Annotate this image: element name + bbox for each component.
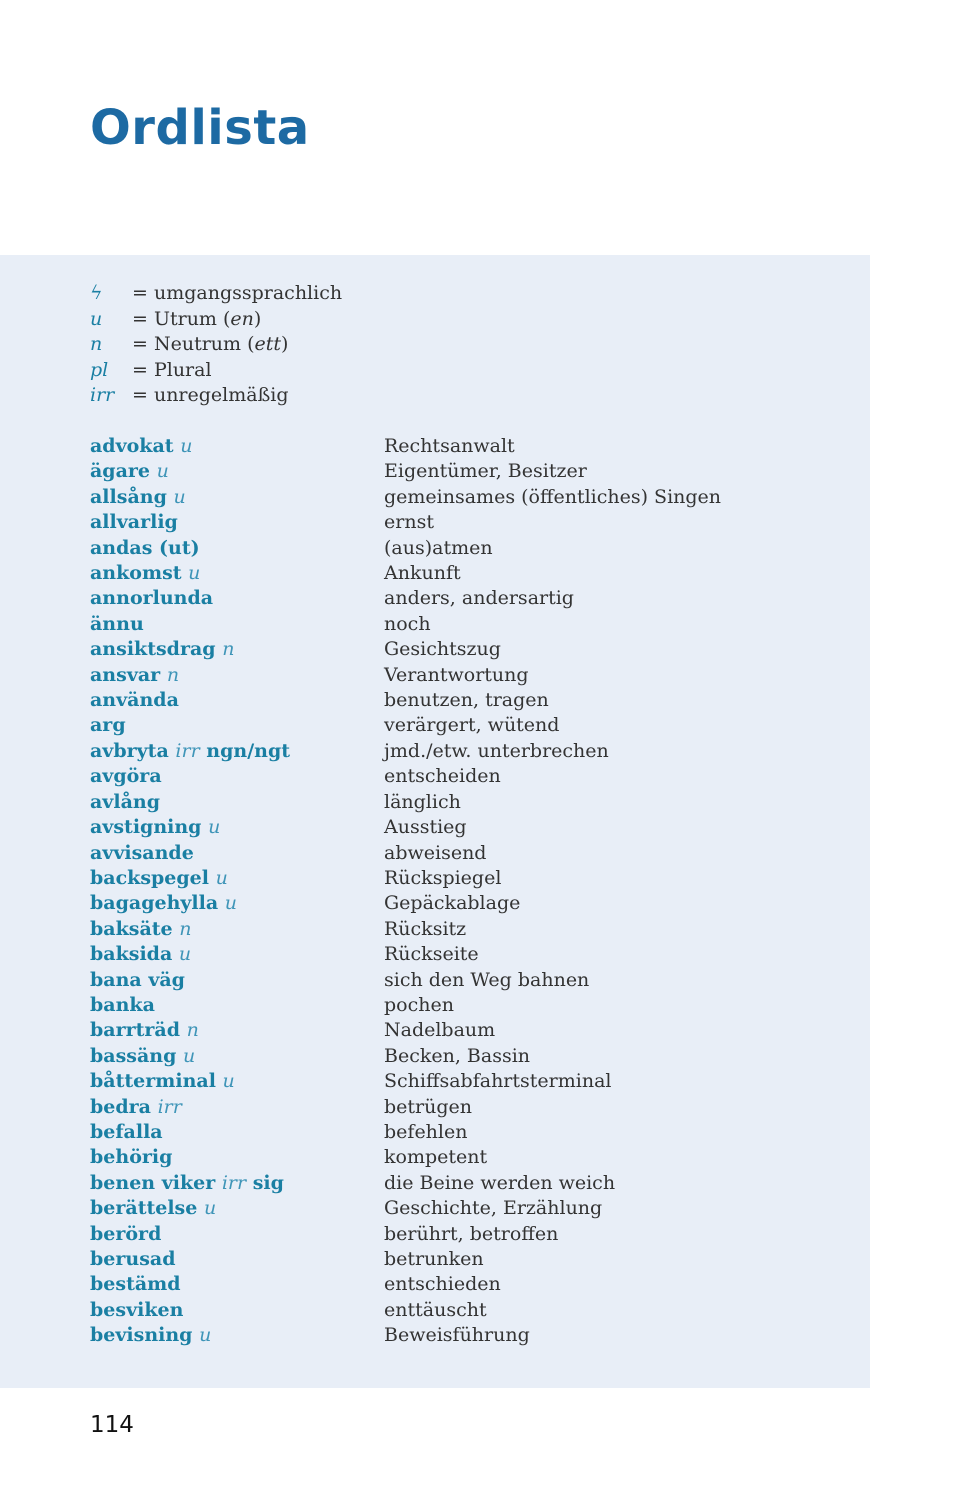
glossary-entry <box>90 1247 850 1272</box>
glossary-entry <box>90 866 850 891</box>
german-translation: Geschichte, Erzählung <box>384 1197 603 1220</box>
legend-article: ett <box>254 333 282 355</box>
swedish-term <box>90 1323 384 1348</box>
glossary-entry <box>90 1120 850 1145</box>
grammar-marker: u <box>203 1197 217 1220</box>
grammar-marker: irr <box>221 1171 247 1194</box>
term-word: ankomst <box>90 562 182 585</box>
grammar-marker: u <box>208 816 221 839</box>
glossary-entry <box>90 637 850 662</box>
swedish-term <box>90 663 384 688</box>
german-translation: anders, andersartig <box>384 587 574 610</box>
glossary-entry <box>90 485 850 510</box>
german-translation: länglich <box>384 790 461 813</box>
glossary-entry <box>90 993 850 1018</box>
swedish-term <box>90 764 384 789</box>
german-translation: pochen <box>384 993 454 1016</box>
term-word: banka <box>90 993 155 1016</box>
term-word: behörig <box>90 1146 173 1169</box>
glossary-entry <box>90 1222 850 1247</box>
term-word: berusad <box>90 1248 176 1270</box>
swedish-term <box>90 1171 384 1196</box>
german-translation: (aus)atmen <box>384 536 493 559</box>
term-word: advokat <box>90 435 174 457</box>
swedish-term <box>90 434 384 459</box>
german-translation: enttäuscht <box>384 1298 487 1321</box>
german-translation: benutzen, tragen <box>384 689 549 712</box>
swedish-term <box>90 866 384 891</box>
german-translation: kompetent <box>384 1146 488 1169</box>
legend-article: en <box>230 307 254 330</box>
german-translation: die Beine werden weich <box>384 1171 616 1194</box>
glossary-entry <box>90 968 850 993</box>
swedish-term <box>90 1069 384 1094</box>
glossary-entry <box>90 688 850 713</box>
german-translation: Gesichtszug <box>384 638 501 661</box>
grammar-marker: n <box>166 663 180 686</box>
grammar-marker: n <box>222 638 235 661</box>
grammar-marker: u <box>222 1070 235 1093</box>
term-word: baksida <box>90 943 173 966</box>
term-word: ägare <box>90 460 151 483</box>
swedish-term <box>90 1247 384 1272</box>
abbreviation-legend <box>90 281 342 409</box>
german-translation: entschieden <box>384 1273 501 1296</box>
german-translation: verärgert, wütend <box>384 714 560 737</box>
german-translation: Verantwortung <box>384 663 529 686</box>
term-word: benen viker <box>90 1171 216 1194</box>
glossary-entry <box>90 739 850 764</box>
glossary-entry <box>90 612 850 637</box>
swedish-term <box>90 561 384 586</box>
term-word: avbryta <box>90 739 169 762</box>
term-word: baksäte <box>90 917 173 940</box>
term-word: ansvar <box>90 663 161 686</box>
term-word: båtterminal <box>90 1070 216 1093</box>
grammar-marker: u <box>173 485 186 508</box>
german-translation: entscheiden <box>384 765 501 788</box>
term-word: ännu <box>90 612 144 635</box>
german-translation: berührt, betroffen <box>384 1222 559 1245</box>
term-word: berättelse <box>90 1197 198 1220</box>
grammar-marker: irr <box>175 739 200 762</box>
german-translation: abweisend <box>384 841 487 864</box>
term-word: annorlunda <box>90 587 214 610</box>
german-translation: Rücksitz <box>384 917 467 940</box>
grammar-marker: u <box>180 435 193 457</box>
glossary-entry <box>90 713 850 738</box>
term-word: avstigning <box>90 816 202 839</box>
swedish-term <box>90 459 384 484</box>
glossary-entry <box>90 1298 850 1323</box>
glossary-entry <box>90 1095 850 1120</box>
grammar-marker: u <box>178 943 192 966</box>
grammar-marker: u <box>199 1324 212 1347</box>
glossary-entry <box>90 561 850 586</box>
swedish-term <box>90 485 384 510</box>
glossary-entry <box>90 815 850 840</box>
legend-abbreviation: irr <box>90 384 115 406</box>
glossary-entry <box>90 841 850 866</box>
term-complement: ngn/ngt <box>206 739 291 762</box>
term-word: bagagehylla <box>90 892 219 915</box>
german-translation: Schiffsabfahrtsterminal <box>384 1070 612 1093</box>
legend-abbreviation: n <box>90 333 103 355</box>
glossary-entry <box>90 1171 850 1196</box>
grammar-marker: u <box>156 460 169 483</box>
colloquial-lightning-icon: ϟ <box>90 282 103 304</box>
german-translation: jmd./etw. unterbrechen <box>384 739 609 762</box>
german-translation: Ausstieg <box>384 816 467 839</box>
legend-row <box>90 281 342 307</box>
glossary-entry <box>90 1323 850 1348</box>
glossary-entry <box>90 1069 850 1094</box>
term-word: allvarlig <box>90 511 178 534</box>
german-translation: ernst <box>384 511 434 534</box>
legend-description-text: = Utrum ( <box>132 307 231 330</box>
swedish-term <box>90 917 384 942</box>
german-translation: gemeinsames (öffentliches) Singen <box>384 485 722 508</box>
term-word: barrträd <box>90 1019 180 1042</box>
german-translation: Rückspiegel <box>384 866 502 889</box>
legend-description-text: = Plural <box>132 358 212 381</box>
german-translation: Beweisführung <box>384 1324 530 1347</box>
legend-row <box>90 332 342 358</box>
legend-description-text: = umgangssprachlich <box>132 282 343 304</box>
glossary-entry <box>90 1044 850 1069</box>
legend-abbreviation: pl <box>90 358 109 381</box>
swedish-term <box>90 536 384 561</box>
term-word: allsång <box>90 485 167 508</box>
legend-abbreviation: u <box>90 307 103 330</box>
term-word: arg <box>90 714 126 737</box>
glossary-entry <box>90 1196 850 1221</box>
term-word: använda <box>90 689 179 712</box>
swedish-term <box>90 942 384 967</box>
swedish-term <box>90 713 384 738</box>
grammar-marker: n <box>186 1019 199 1042</box>
glossary-entry <box>90 434 850 459</box>
page-number: 114 <box>90 1412 134 1438</box>
legend-description <box>132 359 212 381</box>
term-word: bassäng <box>90 1044 177 1067</box>
grammar-marker: irr <box>157 1095 182 1118</box>
swedish-term <box>90 815 384 840</box>
swedish-term <box>90 612 384 637</box>
glossary-entry <box>90 1272 850 1297</box>
legend-description-text: = unregelmäßig <box>132 384 289 406</box>
swedish-term <box>90 510 384 535</box>
term-word: befalla <box>90 1120 163 1143</box>
swedish-term <box>90 968 384 993</box>
term-word: besviken <box>90 1298 184 1321</box>
german-translation: Becken, Bassin <box>384 1044 531 1067</box>
swedish-term <box>90 1272 384 1297</box>
german-translation: noch <box>384 612 431 635</box>
legend-description-suffix: ) <box>281 333 289 355</box>
glossary-entry <box>90 764 850 789</box>
german-translation: Gepäckablage <box>384 892 521 915</box>
glossary-entry <box>90 942 850 967</box>
legend-description <box>132 308 261 330</box>
glossary-entry <box>90 510 850 535</box>
grammar-marker: u <box>224 892 238 915</box>
grammar-marker: u <box>215 866 228 889</box>
term-word: avvisande <box>90 841 194 864</box>
german-translation: Rechtsanwalt <box>384 435 515 457</box>
swedish-term <box>90 1298 384 1323</box>
german-translation: Eigentümer, Besitzer <box>384 460 587 483</box>
glossary-entry <box>90 663 850 688</box>
page-title: Ordlista <box>90 100 310 156</box>
legend-row <box>90 307 342 333</box>
legend-row <box>90 383 342 409</box>
glossary-entry <box>90 459 850 484</box>
swedish-term <box>90 586 384 611</box>
term-complement: sig <box>252 1171 284 1194</box>
swedish-term <box>90 1196 384 1221</box>
glossary-entry <box>90 891 850 916</box>
legend-description-suffix: ) <box>253 307 262 330</box>
term-word: backspegel <box>90 866 209 889</box>
term-word: bevisning <box>90 1324 193 1347</box>
swedish-term <box>90 1222 384 1247</box>
swedish-term <box>90 891 384 916</box>
legend-row <box>90 358 342 384</box>
german-translation: Rückseite <box>384 943 479 966</box>
swedish-term <box>90 688 384 713</box>
grammar-marker: u <box>183 1044 196 1067</box>
grammar-marker: n <box>179 917 192 940</box>
glossary-entry <box>90 1018 850 1043</box>
glossary-entry <box>90 917 850 942</box>
swedish-term <box>90 993 384 1018</box>
glossary-entry <box>90 790 850 815</box>
legend-description <box>132 282 342 304</box>
swedish-term <box>90 1095 384 1120</box>
glossary-entry <box>90 536 850 561</box>
glossary-list <box>90 434 850 1349</box>
legend-description-text: = Neutrum ( <box>132 333 255 355</box>
term-word: bedra <box>90 1095 151 1118</box>
term-word: avlång <box>90 790 160 813</box>
term-word: andas (ut) <box>90 536 200 559</box>
grammar-marker: u <box>188 562 201 585</box>
swedish-term <box>90 1018 384 1043</box>
german-translation: Nadelbaum <box>384 1019 496 1042</box>
german-translation: betrügen <box>384 1095 473 1118</box>
german-translation: betrunken <box>384 1248 484 1270</box>
swedish-term <box>90 637 384 662</box>
swedish-term <box>90 1120 384 1145</box>
term-word: berörd <box>90 1222 162 1245</box>
swedish-term <box>90 1044 384 1069</box>
german-translation: Ankunft <box>384 562 461 585</box>
term-word: bestämd <box>90 1273 181 1296</box>
glossary-entry <box>90 1145 850 1170</box>
legend-description <box>132 333 288 355</box>
swedish-term <box>90 790 384 815</box>
glossary-entry <box>90 586 850 611</box>
swedish-term <box>90 1145 384 1170</box>
term-word: bana väg <box>90 968 185 991</box>
swedish-term <box>90 739 384 764</box>
swedish-term <box>90 841 384 866</box>
term-word: avgöra <box>90 765 162 788</box>
german-translation: sich den Weg bahnen <box>384 968 590 991</box>
german-translation: befehlen <box>384 1120 468 1143</box>
legend-description <box>132 384 289 406</box>
term-word: ansiktsdrag <box>90 638 216 661</box>
